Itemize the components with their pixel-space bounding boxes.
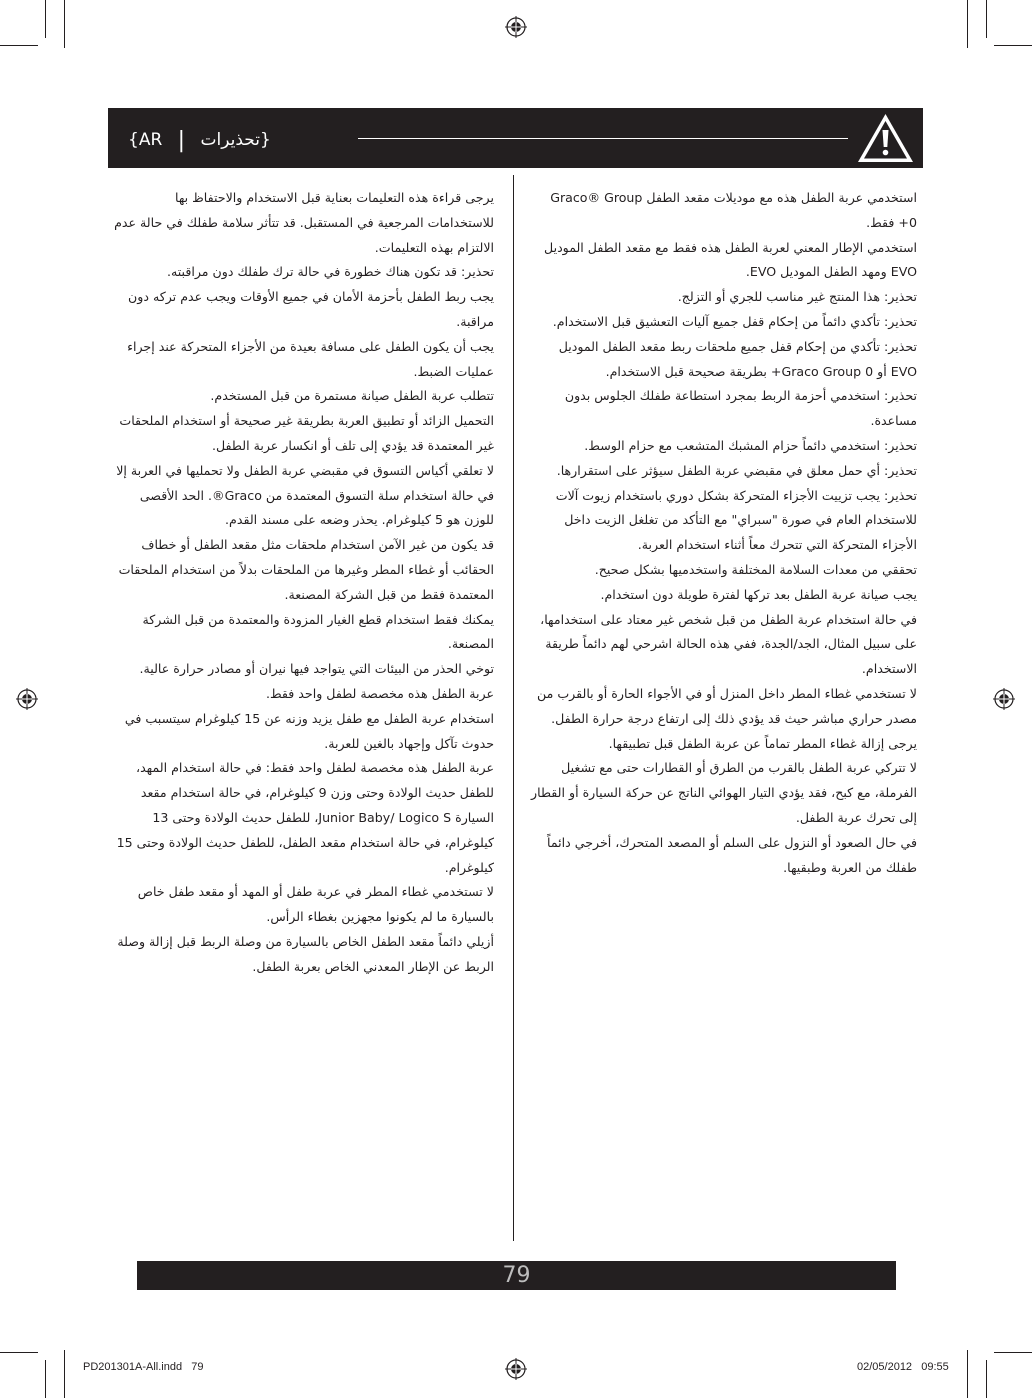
crop-mark: [986, 0, 987, 38]
warning-paragraph: تحققي من معدات السلامة المختلفة واستخدميها بشكل صحيح.: [594, 561, 917, 577]
header-title: [128, 126, 271, 151]
column-divider: [513, 175, 514, 1241]
crop-mark: [64, 1350, 65, 1398]
registration-mark-icon: [505, 1358, 527, 1380]
page-number-bar: [137, 1261, 896, 1290]
warning-paragraph: لا تتركي عربة الطفل بالقرب من الطرق أو القطارات حتى مع تشغيل الفرملة، مع كبح، فقد يؤدي التيار الهوائي الناتج عن حركة السيارة أو القطار إلى تحرك عربة الطفل.: [531, 760, 917, 825]
warning-paragraph: استخدمي الإطار المعني لعربة الطفل هذه فقط مع مقعد الطفل الموديل EVO ومهد الطفل الموديل EVO.: [544, 239, 917, 280]
warning-paragraph: في حال الصعود أو النزول على السلم أو المصعد المتحرك، أخرجي دائماً طفلك من العربة وطبقيها.: [547, 834, 917, 875]
warning-paragraph: التحميل الزائد أو تطبيق العربة بطريقة غير صحيحة أو استخدام الملحقات غير المعتمدة قد يؤدي إلى تلف أو انكسار عربة الطفل.: [119, 413, 494, 453]
crop-mark: [986, 1360, 987, 1398]
warning-paragraph: عربة الطفل هذه مخصصة لطفل واحد فقط.: [265, 685, 494, 701]
crop-mark: [64, 0, 65, 48]
warning-paragraph: يمكنك فقط استخدام قطع الغيار المزودة والمعتمدة من قبل الشركة المصنعة.: [142, 611, 494, 652]
header-lang: {AR: [128, 130, 163, 150]
warning-paragraph: تحذير: تأكدي من إحكام قفل جميع ملحقات ربط مقعد الطفل الموديل EVO أو Graco Group 0+ بطريقة صحيحة قبل الاستخدام.: [558, 338, 917, 379]
warning-paragraph: تحذير: تأكدي دائماً من إحكام قفل جميع آليات التعشيق قبل الاستخدام.: [552, 313, 917, 329]
warning-paragraph: في حالة استخدام عربة الطفل من قبل شخص غير معتاد على استخدامها، على سبيل المثال، الجد/الجدة، ففي هذه الحالة اشرحي لهم دائماً طريقة الاستخدام.: [540, 611, 917, 677]
warning-paragraph: يجب ربط الطفل بأحزمة الأمان في جميع الأوقات ويجب عدم تركه دون مراقبة.: [128, 289, 494, 329]
warning-paragraph: استخدام عربة الطفل مع طفل يزيد وزنه عن 15 كيلوغرام سيتسبب في حدوث تآكل وإجهاد بالغين للعربة.: [124, 710, 494, 751]
crop-mark: [967, 0, 968, 48]
warning-triangle-icon: [848, 108, 923, 168]
warning-paragraph: تحذير: يجب تزييت الأجزاء المتحركة بشكل دوري باستخدام زيوت آلات للاستخدام العام في صورة "سبراي" مع التأكد من تغلغل الزيت داخل الأجزاء المتحركة التي تتحرك معاً أثناء استخدام العربة.: [555, 487, 917, 553]
crop-mark: [0, 1352, 38, 1353]
warning-paragraph: لا تستخدمي غطاء المطر داخل المنزل أو في الأجواء الحارة أو بالقرب من مصدر حراري مباشر حيث قد يؤدي ذلك إلى ارتفاع درجة حرارة الطفل.: [536, 685, 917, 726]
footer-date: 02/05/2012 09:55: [857, 1361, 949, 1373]
warning-paragraph: تتطلب عربة الطفل صيانة مستمرة من قبل المستخدم.: [210, 388, 494, 404]
warning-paragraph: عربة الطفل هذه مخصصة لطفل واحد فقط: في حالة استخدام المهد، للطفل حديث الولادة وحتى وزن 9 كيلوغرام، في حالة استخدام مقعد السيارة Junior Baby/ Logico S، للطفل حديث الولادة وحتى 13 كيلوغرام، في حالة استخدام مقعد الطفل، للطفل حديث الولادة وحتى 15 كيلوغرام.: [116, 760, 494, 875]
section-header: [108, 108, 923, 168]
page-number: 79: [502, 1263, 531, 1288]
warning-paragraph: تحذير: هذا المنتج غير مناسب للجري أو التزلج.: [677, 289, 917, 305]
registration-mark-icon: [16, 688, 38, 710]
warning-paragraph: يرجى قراءة هذه التعليمات بعناية قبل الاستخدام والاحتفاظ بها للاستخدامات المرجعية في المستقبل. قد تتأثر سلامة طفلك في حالة عدم الالتزام بهذه التعليمات.: [114, 190, 494, 255]
warning-paragraph: تحذير: استخدمي دائماً حزام المشبك المتشعب مع حزام الوسط.: [584, 437, 917, 453]
warning-paragraph: تحذير: استخدمي أحزمة الربط بمجرد استطاعة طفلك الجلوس بدون مساعدة.: [564, 388, 917, 429]
warnings-column-right: [531, 186, 917, 880]
warnings-column-left: [108, 186, 494, 980]
warning-paragraph: قد يكون من غير الآمن استخدام ملحقات مثل مقعد الطفل أو خطاف الحقائب أو غطاء المطر وغيرها من الملحقات بدلاً من استخدام الملحقات المعتمدة فقط من قبل الشركة المصنعة.: [118, 537, 494, 602]
warning-paragraph: أزيلي دائماً مقعد الطفل الخاص بالسيارة من وصلة الربط قبل إزالة وصلة الربط عن الإطار المعدني الخاص بعربة الطفل.: [117, 933, 494, 974]
crop-mark: [45, 0, 46, 38]
warning-paragraph: لا تعلقي أكياس التسوق في مقبضي عربة الطفل ولا تحمليها في العربة إلا في حالة استخدام سلة التسوق المعتمدة من Graco®. الحد الأقصى للوزن هو 5 كيلوغرام. يحذر وضعه على مسند القدم.: [116, 462, 494, 528]
crop-mark: [994, 1352, 1032, 1353]
registration-mark-icon: [505, 16, 527, 38]
crop-mark: [967, 1350, 968, 1398]
warning-paragraph: يجب أن يكون الطفل على مسافة بعيدة من الأجزاء المتحركة عند إجراء عمليات الضبط.: [127, 338, 494, 379]
warning-paragraph: تحذير: أي حمل معلق في مقبضي عربة الطفل سيؤثر على استقرارها.: [556, 462, 917, 478]
header-rule: [358, 138, 856, 139]
warning-paragraph: تحذير: قد تكون هناك خطورة في حالة ترك طفلك دون مراقبته.: [166, 264, 494, 280]
crop-mark: [45, 1360, 46, 1398]
warning-paragraph: يجب صيانة عربة الطفل بعد تركها لفترة طويلة دون استخدام.: [600, 586, 917, 602]
footer-file-info: PD201301A-All.indd 79: [83, 1361, 204, 1373]
warning-paragraph: توخي الحذر من البيئات التي يتواجد فيها نيران أو مصادر حرارة عالية.: [139, 661, 494, 677]
warning-paragraph: لا تستخدمي غطاء المطر في عربة طفل أو المهد أو مقعد طفل خاص بالسيارة ما لم يكونوا مجهزين بغطاء الرأس.: [137, 884, 494, 925]
header-separator: |: [177, 128, 186, 153]
warning-paragraph: استخدمي عربة الطفل هذه مع موديلات مقعد الطفل Graco® Group 0+ فقط.: [550, 190, 917, 230]
crop-mark: [994, 45, 1032, 46]
crop-mark: [0, 45, 38, 46]
header-section-title: تحذيرات}: [200, 130, 271, 150]
warning-paragraph: يرجى إزالة غطاء المطر تماماً عن عربة الطفل قبل تطبيقها.: [608, 735, 917, 751]
registration-mark-icon: [993, 688, 1015, 710]
